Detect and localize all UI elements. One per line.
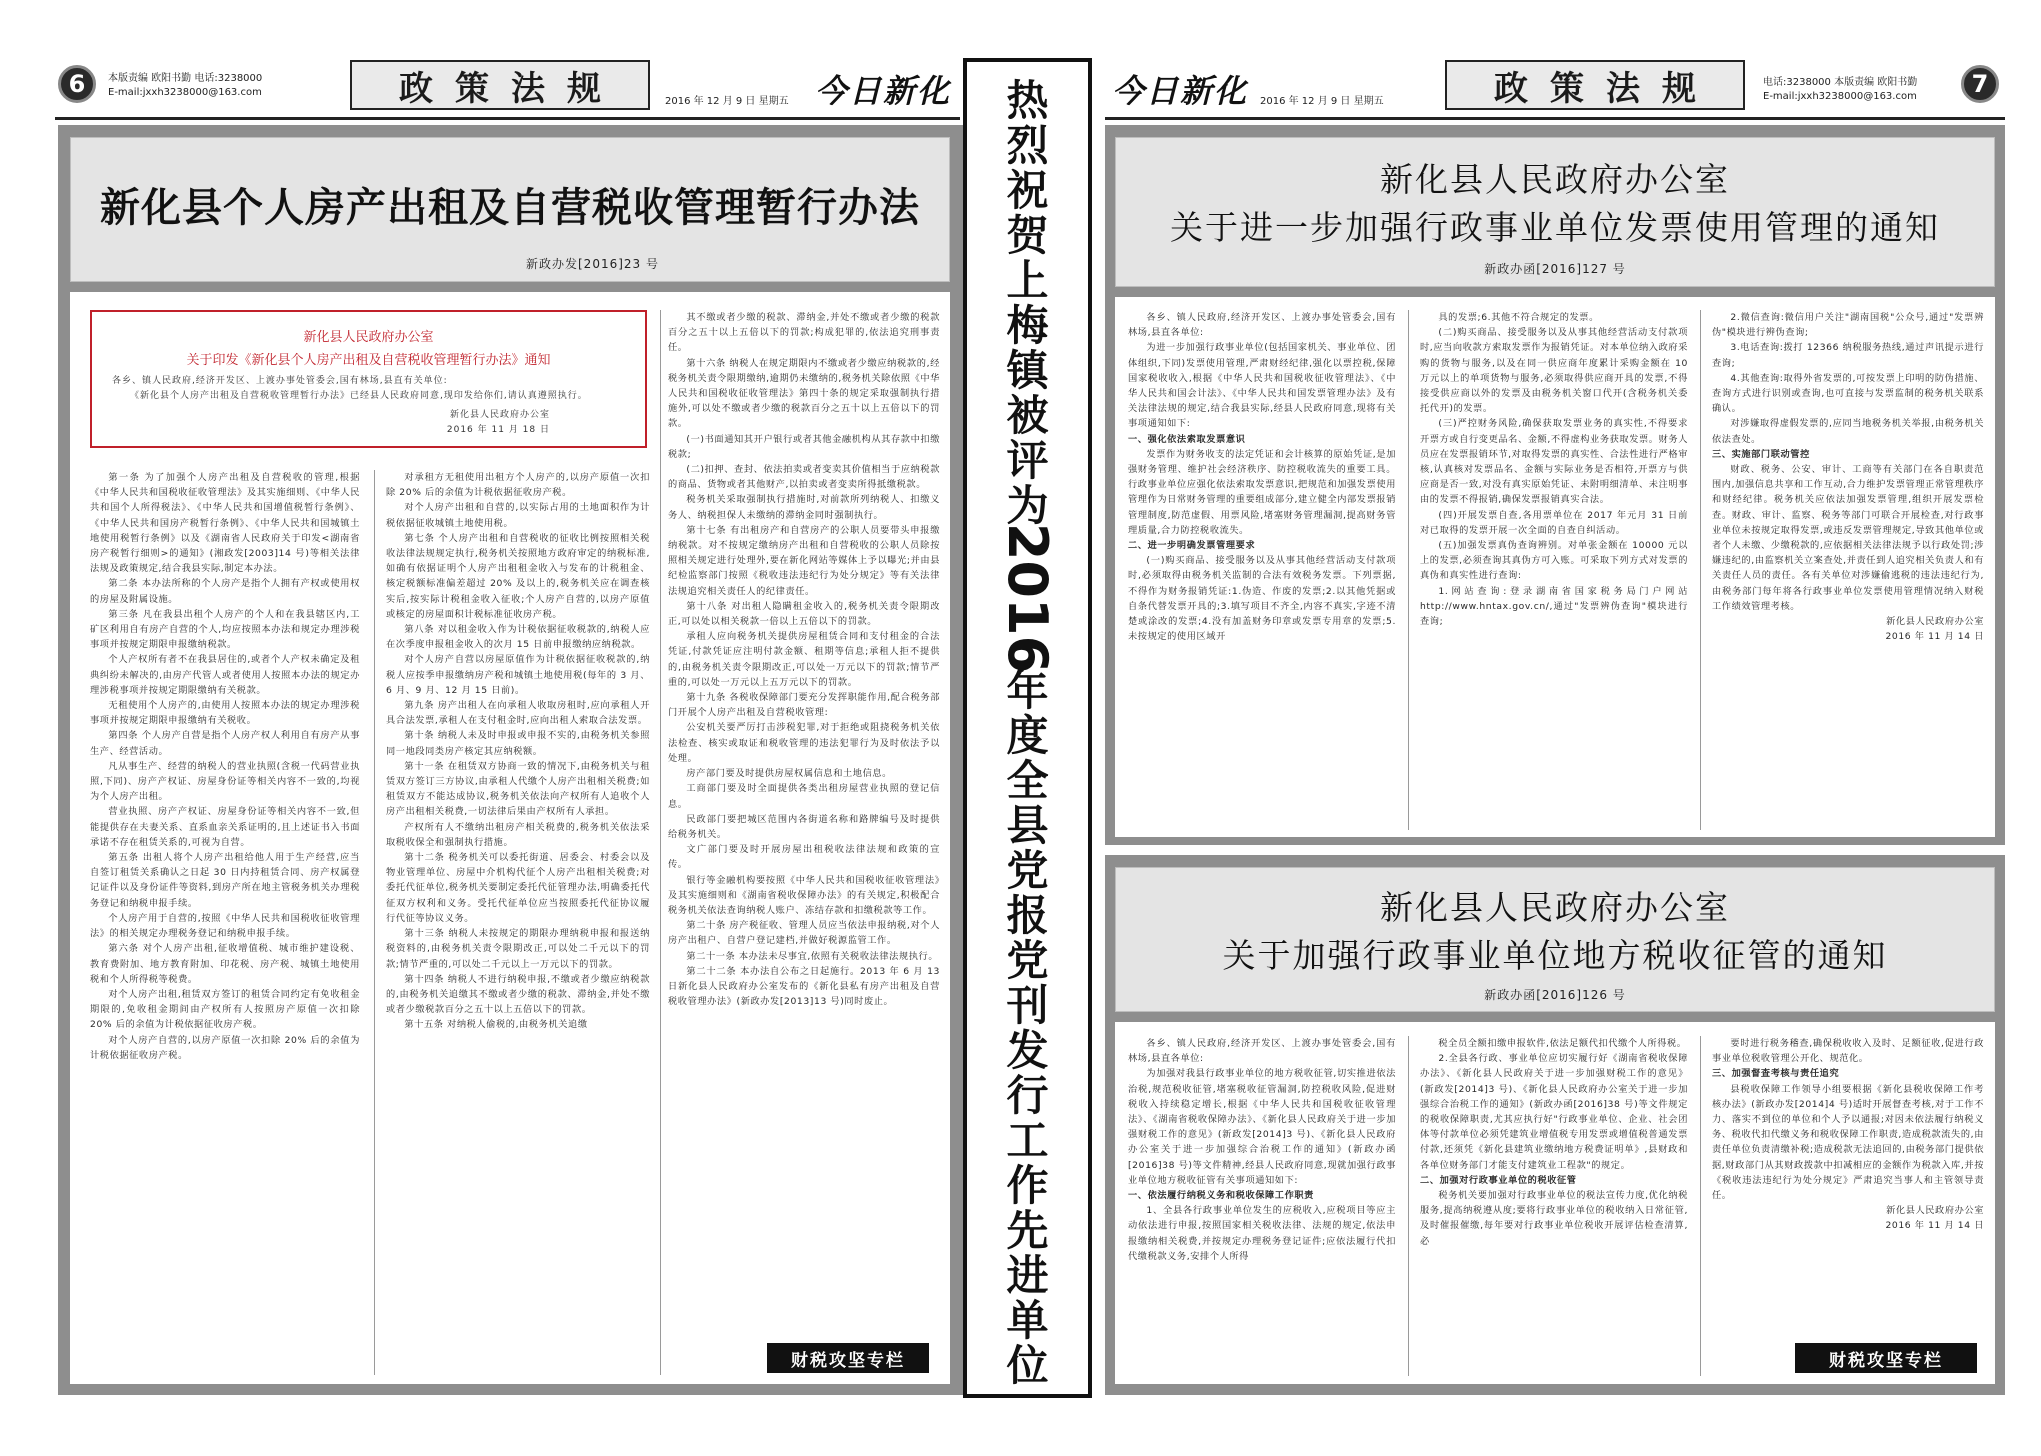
paragraph: 第十六条 纳税人在规定期限内不缴或者少缴应纳税款的,经税务机关责令限期缴纳,逾期仍未缴纳的,税务机关除依照《中华人民共和国税收征收管理法》第四十条的规定采取强制执行措施外,可以处不缴或者少缴的税款百分之五十以上五倍以下的罚款。 — [668, 357, 940, 430]
paragraph: 第十七条 有出租房产和自营房产的公职人员要带头申报缴纳税款。对不按规定缴纳房产出租和自营税收的公职人员除按照相关规定进行处理外,要在新化网站等媒体上予以曝光;并由县纪检监察部门按照《税收违法违纪行为处分规定》等有关法律法规追究相关责任人的纪律责任。 — [668, 524, 940, 597]
paragraph: 新化县人民政府办公室 — [1886, 1205, 1984, 1217]
issue-date: 2016 年 12 月 9 日 星期五 — [665, 96, 789, 107]
paragraph: 4.其他查询:取得外省发票的,可按发票上印明的防伪措施、查询方式进行识别或查询,也可直接与发票监制的税务机关联系确认。 — [1712, 372, 1984, 415]
page-number-badge: 6 — [58, 65, 96, 103]
editor-phone: 电话:3238000 本版责编 欧阳书勤 — [1763, 77, 1918, 88]
paragraph: 1、全县各行政事业单位发生的应税收入,应税项目等应主动依法进行申报,按照国家相关税收法律、法规的规定,依法申报缴纳相关税费,并按规定办理税务登记证件;应依法履行代扣代缴税款义务,安排个人所得 — [1128, 1205, 1396, 1262]
banner-char: 贺 — [1006, 211, 1049, 260]
page-number-badge: 7 — [1961, 65, 1999, 103]
notice-issuer: 新化县人民政府办公室 — [303, 330, 434, 345]
paragraph: 三、实施部门联动管控 — [1712, 448, 1810, 460]
section-title: 政策法规 — [350, 60, 650, 110]
paragraph: 第五条 出租人将个人房产出租给他人用于生产经营,应当自签订租赁关系确认之日起 30 日内持租赁合同、房产权属登记证件以及身份证件等资料,到房产所在地主管税务机关办理税务登记和纳税申报手续。 — [90, 852, 360, 909]
paragraph: 其不缴或者少缴的税款、滞纳金,并处不缴或者少缴的税款百分之五十以上五倍以下的罚款;构成犯罪的,依法追究刑事责任。 — [668, 312, 940, 354]
banner-char: 热 — [1006, 76, 1049, 125]
article-1-issuer: 新化县人民政府办公室 — [1380, 160, 1730, 199]
article-1-column-1 — [1128, 310, 1396, 830]
article-2-column-3 — [1712, 1036, 1984, 1336]
notice-addressee: 各乡、镇人民政府,经济开发区、上渡办事处管委会,国有林场,县直有关单位: — [112, 376, 448, 386]
paragraph: 民政部门要把城区范围内各街道名称和路牌编号及时提供给税务机关。 — [668, 813, 940, 840]
paragraph: 一、强化依法索取发票意识 — [1128, 433, 1246, 445]
paragraph: 第二十条 房产税征收、管理人员应当依法申报纳税,对个人房产出租户、自营户登记建档,并做好税源监管工作。 — [668, 920, 940, 947]
paragraph: 文广部门要及时开展房屋出租税收法律法规和政策的宣传。 — [668, 844, 940, 871]
banner-char: 为 — [1006, 481, 1049, 530]
banner-char: 先 — [1006, 1206, 1049, 1255]
article-1-column-2 — [1420, 310, 1688, 830]
notice-signer: 新化县人民政府办公室 — [449, 410, 550, 420]
article-2-title-box — [1115, 867, 1995, 1012]
column-rule — [1408, 310, 1409, 830]
paragraph: 第十三条 纳税人未按规定的期限办理纳税申报和报送纳税资料的,由税务机关责令限期改正,可以处二千元以下的罚款;情节严重的,可以处二千元以上一万元以下的罚款。 — [386, 928, 650, 970]
column-rule — [374, 470, 375, 1375]
banner-char: 被 — [1006, 391, 1049, 440]
banner-char: 党 — [1006, 936, 1049, 985]
banner-text-bottom — [1006, 668, 1048, 1388]
paragraph: 第一条 为了加强个人房产出租及自营税收的管理,根据《中华人民共和国税收征收管理法》及其实施细则、《中华人民共和国个人所得税法》、《中华人民共和国增值税暂行条例》、《中华人民共和国房产税暂行条例》、《中华人民共和国城镇土地使用税暂行条例》以及《湖南省人民政府关于印发<湖南省房产税暂行细则>的通知》(湘政发[2003]14 号)等相关法律法规及政策规定,结合我县实际,制定本办法。 — [90, 472, 360, 575]
text-column-3 — [668, 310, 940, 1350]
paragraph: 房产部门要及时提供房屋权属信息和土地信息。 — [686, 768, 892, 780]
banner-char: 祝 — [1006, 166, 1049, 215]
article-2-doc-number: 新政办函[2016]126 号 — [1484, 988, 1626, 1002]
paragraph: 第六条 对个人房产出租,征收增值税、城市维护建设税、教育费附加、地方教育附加、印花税、房产税、城镇土地使用税和个人所得税等税费。 — [90, 943, 360, 985]
paragraph: 第十二条 税务机关可以委托街道、居委会、村委会以及物业管理单位、房屋中介机构代征个人房产出租相关税费;对委托代征单位,税务机关要制定委托代征管理办法,明确委托代征双方权利和义务。受托代征单位应当按照委托代征协议履行代征等协议义务。 — [386, 852, 650, 924]
article-2-issuer: 新化县人民政府办公室 — [1380, 888, 1730, 927]
paragraph: 财政、税务、公安、审计、工商等有关部门在各自职责范围内,加强信息共享和工作互动,合力维护发票管理正常管理秩序和财经纪律。税务机关应依法加强发票管理,组织开展发票检查。财政、审计、监察、税务等部门可联合开展检查,对行政事业单位未按规定取得发票,或违反发票管理规定,导致其他单位或者个人未缴、少缴税款的,应依据相关法律法规予以行政处罚;涉嫌违纪的,由监察机关立案查处,并责任到人追究相关负责人和有关责任人员的责任。各有关单位对涉嫌偷逃税的违法违纪行为,由税务部门每年将各行政事业单位发票使用管理情况纳入财税工作绩效管理考核。 — [1712, 464, 1984, 612]
paragraph: 凡从事生产、经营的纳税人的营业执照(含税一代码营业执照,下同)、房产产权证、房屋身份证等相关内容不一致的,均视为个人房产出租。 — [90, 760, 360, 803]
article-1-title: 关于进一步加强行政事业单位发票使用管理的通知 — [1170, 208, 1940, 247]
banner-char: 烈 — [1006, 121, 1049, 170]
paragraph: 2.微信查询:微信用户关注"湖南国税"公众号,通过"发票辨伪"模块进行辨伪查询; — [1712, 312, 1984, 339]
editor-info — [108, 72, 262, 100]
headline-box — [70, 137, 950, 282]
paragraph: 工商部门要及时全面提供各类出租房屋营业执照的登记信息。 — [668, 783, 940, 810]
article-2-title: 关于加强行政事业单位地方税收征管的通知 — [1222, 936, 1888, 975]
paragraph: 第十五条 对纳税人偷税的,由税务机关追缴 — [404, 1019, 588, 1031]
banner-char: 作 — [1006, 1161, 1049, 1210]
paragraph: 对个人房产出租和自营的,以实际占用的土地面积作为计税依据征收城镇土地使用税。 — [386, 502, 650, 529]
banner-char: 党 — [1006, 846, 1049, 895]
text-column-2 — [386, 470, 650, 1380]
paragraph: 对个人房产出租,租赁双方签订的租赁合同约定有免收租金期限的,免收租金期间由产权所有人按照房产原值一次扣除 20% 后的余值为计税依据征收房产税。 — [90, 988, 360, 1031]
banner-char: 镇 — [1006, 346, 1049, 395]
text-column-1 — [90, 470, 360, 1380]
paragraph: 发票作为财务收支的法定凭证和会计核算的原始凭证,是加强财务管理、维护社会经济秩序、防控税收流失的重要工具。行政事业单位应强化依法索取发票意识,把规范和加强发票使用管理作为日常财务管理的重要组成部分,建立健全内部发票报销管理制度,防范虚假、用票风险,堵塞财务管理漏洞,提高财务管理质量,合力防控税收流失。 — [1128, 448, 1396, 536]
paragraph: 税务机关要加强对行政事业单位的税法宣传力度,优化纳税服务,提高纳税遵从度;要将行政事业单位的税收纳入日常征管,及时催报催缴,每年要对行政事业单位税收开展评估检查清算,必 — [1420, 1190, 1688, 1247]
paragraph: 第十条 纳税人未及时申报或申报不实的,由税务机关参照同一地段同类房产核定其应纳税额。 — [386, 730, 650, 757]
paragraph: 承租人应向税务机关提供房屋租赁合同和支付租金的合法凭证,付款凭证应注明付款金额、租期等信息;承租人拒不提供的,由税务机关责令限期改正,可以处一万元以下的罚款;情节严重的,可以处一万元以上五万元以下的罚款。 — [668, 631, 940, 688]
article-1-title-box — [1115, 137, 1995, 287]
paragraph: 具的发票;6.其他不符合规定的发票。 — [1438, 312, 1599, 323]
paragraph: 营业执照、房产产权证、房屋身份证等相关内容不一致,但能提供存在夫妻关系、直系血亲关系证明的,且上述证书入书面承诺不存在租赁关系的,可视为自营。 — [90, 806, 360, 848]
paragraph: 为进一步加强行政事业单位(包括国家机关、事业单位、团体组织,下同)发票使用管理,严肃财经纪律,强化以票控税,保障国家税收收入,根据《中华人民共和国税收征收管理法》、《中华人民共和国会计法》、《中华人民共和国发票管理办法》及有关法律法规的规定,结合我县实际,经县人民政府同意,现将有关事项通知如下: — [1128, 342, 1396, 430]
paragraph: 第四条 个人房产自营是指个人房产权人利用自有房产从事生产、经营活动。 — [90, 730, 360, 757]
paragraph: 第二十一条 本办法未尽事宜,依照有关税收法律法规执行。 — [686, 950, 939, 962]
banner-char: 工 — [1006, 1116, 1049, 1165]
paragraph: 第二十二条 本办法自公布之日起施行。2013 年 6 月 13 日新化县人民政府办公室发布的《新化县私有房产出租及自营税收管理办法》(新政办发[2013]13 号)同时废止。 — [668, 965, 940, 1008]
paragraph: (二)购买商品、接受服务以及从事其他经营活动支付款项时,应当向收款方索取发票作为报销凭证。对本单位纳入政府采购的货物与服务,以及在同一供应商年度累计采购金额在 10 万元以上的单项货物与服务,必须取得供应商开具的发票,不得接受供应商以外的发票及由税务机关窗口代开(含税务机关委托代开)的发票。 — [1420, 327, 1688, 415]
banner-char: 度 — [1006, 711, 1049, 760]
banner-char: 梅 — [1006, 301, 1049, 350]
paragraph: 县税收保障工作领导小组要根据《新化县税收保障工作考核办法》(新政办发[2014]4 号)适时开展督查考核,对于工作不力、落实不到位的单位和个人予以通报;对因未依法履行纳税义务、税收代扣代缴义务和税收保障工作职责,造成税款流失的,由责任单位负责清缴补税;造成税款无法追回的,由税务部门提供依据,财政部门从其财政拨款中扣减相应的金额作为税款入库,并按《税收违法违纪行为处分规定》严肃追究当事人和主管领导责任。 — [1712, 1083, 1984, 1202]
paragraph: 三、加强督查考核与责任追究 — [1712, 1068, 1840, 1080]
issue-date: 2016 年 12 月 9 日 星期五 — [1260, 96, 1384, 107]
editor-phone: 本版责编 欧阳书勤 电话:3238000 — [108, 73, 263, 84]
paragraph: 银行等金融机构要按照《中华人民共和国税收征收管理法》及其实施细则和《湖南省税收保障办法》的有关规定,积极配合税务机关依法查询纳税人账户、冻结存款和扣缴税款等工作。 — [668, 874, 940, 916]
paragraph: 第十九条 各税收保障部门要充分发挥职能作用,配合税务部门开展个人房产出租及自营税收管理: — [668, 692, 940, 719]
paragraph: (五)加强发票真伪查询辨别。对单张金额在 10000 元以上的发票,必须查询其真伪方可入账。可采取下列方式对发票的真伪和真实性进行查询: — [1420, 540, 1688, 582]
paragraph: 第十四条 纳税人不进行纳税申报,不缴或者少缴应纳税款的,由税务机关追缴其不缴或者少缴的税款、滞纳金,并处不缴或者少缴税款百分之五十以上五倍以下的罚款。 — [386, 973, 650, 1016]
paragraph: 二、加强对行政事业单位的税收征管 — [1420, 1174, 1577, 1186]
page-7 — [1090, 0, 2041, 1456]
article-1-doc-number: 新政办函[2016]127 号 — [1484, 262, 1626, 276]
paragraph: 公安机关要严厉打击涉税犯罪,对于拒绝或阻挠税务机关依法检查、核实或取证和税收管理的违法犯罪行为及时依法予以处理。 — [668, 722, 940, 764]
paragraph: 税务机关采取强制执行措施时,对前款所列纳税人、扣缴义务人、纳税担保人未缴纳的滞纳金同时强制执行。 — [668, 494, 940, 521]
banner-char: 刊 — [1006, 981, 1049, 1030]
article-2-column-2 — [1420, 1036, 1688, 1378]
banner-char: 县 — [1006, 801, 1049, 850]
article-1-column-3 — [1712, 310, 1984, 830]
paragraph: 对个人房产自营以房屋原值作为计税依据征收税款的,纳税人应按季申报缴纳房产税和城镇土地使用税(每年的 3 月、6 月、9 月、12 月 15 日前)。 — [386, 654, 650, 696]
paragraph: 第十一条 在租赁双方协商一致的情况下,由税务机关与租赁双方签订三方协议,由承租人代缴个人房产出租相关税费;如租赁双方不能达成协议,税务机关依法向产权所有人追收个人房产出租相关税费,一切法律后果由产权所有人承担。 — [386, 760, 650, 818]
paragraph: 无租使用个人房产的,由使用人按照本办法的规定办理涉税事项并按规定期限申报缴纳有关税收。 — [90, 700, 360, 727]
congratulation-banner — [963, 58, 1092, 1398]
paragraph: 个人产权所有者不在我县居住的,或者个人产权未确定及租典纠纷未解决的,由房产代管人或者使用人按照本办法的规定办理涉税事项并按规定期限缴纳有关税款。 — [90, 654, 360, 696]
article-2-column-1 — [1128, 1036, 1396, 1378]
banner-char: 评 — [1006, 436, 1049, 485]
paragraph: 个人房产用于自营的,按照《中华人民共和国税收征收管理法》的相关规定办理税务登记和纳税申报手续。 — [90, 912, 360, 940]
column-tag: 财税攻坚专栏 — [1795, 1343, 1977, 1373]
banner-char: 进 — [1006, 1251, 1049, 1300]
column-tag: 财税攻坚专栏 — [767, 1343, 929, 1373]
paragraph: 对涉嫌取得虚假发票的,应同当地税务机关举报,由税务机关依法查处。 — [1712, 418, 1984, 445]
paragraph: 各乡、镇人民政府,经济开发区、上渡办事处管委会,国有林场,县直各单位: — [1128, 312, 1396, 339]
banner-text-top — [1006, 78, 1048, 528]
paragraph: 第二条 本办法所称的个人房产是指个人拥有产权或使用权的房屋及附属设施。 — [90, 578, 360, 605]
paragraph: 税全员全额扣缴申报软件,依法足额代扣代缴个人所得税。 — [1438, 1038, 1687, 1049]
headline: 新化县个人房产出租及自营税收管理暂行办法 — [100, 184, 920, 231]
banner-char: 单 — [1006, 1296, 1049, 1345]
paragraph: 2016 年 11 月 14 日 — [1885, 1220, 1984, 1232]
paragraph: 第十八条 对出租人隐瞒租金收入的,税务机关责令限期改正,可以处以相关税款一倍以上五倍以下的罚款。 — [668, 600, 940, 628]
notice-body — [92, 368, 645, 404]
banner-year: 2016 — [996, 522, 1060, 674]
column-rule — [1700, 1036, 1701, 1376]
paragraph: 第九条 房产出租人在向承租人收取房租时,应向承租人开具合法发票,承租人在支付租金时,应向出租人索取合法发票。 — [386, 700, 650, 727]
header-rule — [55, 117, 960, 120]
paragraph: 第八条 对以租金收入作为计税依据征收税款的,纳税人应在次季度申报租金收入的次月 15 日前申报缴纳应纳税款。 — [386, 624, 650, 651]
banner-char: 位 — [1006, 1341, 1049, 1390]
notice-signature — [92, 408, 645, 438]
banner-char: 发 — [1006, 1026, 1049, 1075]
section-title: 政策法规 — [1445, 60, 1745, 110]
paragraph: 二、进一步明确发票管理要求 — [1128, 540, 1256, 552]
paragraph: 各乡、镇人民政府,经济开发区、上渡办事处管委会,国有林场,县直各单位: — [1128, 1038, 1396, 1065]
paragraph: (四)开展发票自查,各用票单位在 2017 年元月 31 日前对已取得的发票开展一次全面的自查自纠活动。 — [1420, 509, 1688, 536]
header-rule — [1105, 117, 2005, 120]
banner-char: 行 — [1006, 1071, 1049, 1120]
banner-char: 报 — [1006, 891, 1049, 940]
paragraph: 新化县人民政府办公室 — [1886, 616, 1984, 628]
banner-char: 年 — [1006, 666, 1049, 715]
paragraph: 对个人房产自营的,以房产原值一次扣除 20% 后的余值为计税依据征收房产税。 — [90, 1034, 360, 1061]
banner-char: 上 — [1006, 256, 1049, 305]
editor-info — [1763, 76, 1917, 104]
paragraph: 产权所有人不缴纳出租房产相关税费的,税务机关依法采取税收保全和强制执行措施。 — [386, 821, 650, 848]
notice-content: 《新化县个人房产出租及自营税收管理暂行办法》已经县人民政府同意,现印发给你们,请认真遵照执行。 — [130, 391, 588, 401]
newspaper-masthead: 今日新化 — [1112, 72, 1249, 110]
paragraph: (二)扣押、查封、依法拍卖或者变卖其价值相当于应纳税款的商品、货物或者其他财产,以拍卖或者变卖所得抵缴税款。 — [668, 464, 940, 491]
paragraph: 3.电话查询:拨打 12366 纳税服务热线,通过声讯提示进行查询; — [1712, 342, 1984, 369]
paragraph: 对承租方无租使用出租方个人房产的,以房产原值一次扣除 20% 后的余值为计税依据征收房产税。 — [386, 472, 650, 499]
paragraph: 为加强对我县行政事业单位的地方税收征管,切实推进依法治税,规范税收征管,堵塞税收征管漏洞,防控税收风险,促进财税收入持续稳定增长,根据《中华人民共和国税收征收管理法》、《湖南省税收保障办法》、《新化县人民政府关于进一步加强财税工作的意见》(新政发[2014]3 号)、《新化县人民政府办公室关于进一步加强综合治税工作的通知》(新政办函[2016]38 号)等文件精神,经县人民政府同意,现就加强行政事业单位地方税收征管有关事项通知如下: — [1128, 1068, 1396, 1186]
editor-email: E-mail:jxxh3238000@163.com — [1763, 91, 1917, 102]
column-rule — [1408, 1036, 1409, 1376]
paragraph: 1.网站查询:登录湖南省国家税务局门户网站 http://www.hntax.gov.cn/,通过"发票辨伪查询"模块进行查询; — [1420, 585, 1688, 628]
newspaper-masthead: 今日新化 — [815, 72, 952, 110]
editor-email: E-mail:jxxh3238000@163.com — [108, 87, 262, 98]
notice-box — [90, 310, 647, 448]
paragraph: (一)书面通知其开户银行或者其他金融机构从其存款中扣缴税款; — [668, 433, 940, 460]
banner-char: 全 — [1006, 756, 1049, 805]
paragraph: 要时进行税务稽查,确保税收收入及时、足额征收,促进行政事业单位税收管理公开化、规范化。 — [1712, 1038, 1984, 1065]
paragraph: 第七条 个人房产出租和自营税收的征收比例按照相关税收法律法规规定执行,税务机关按照地方政府审定的纳税标准,如确有依据证明个人房产出租租金收入与发布的计税租金、核定税额标准偏差超过 20% 及以上的,税务机关应在调查核实后,按实际计税租金收入征收;个人房产自营的,以房产原值或核定的房屋面积计税标准征收房产税。 — [386, 532, 650, 620]
column-rule — [660, 310, 661, 1375]
paragraph: 第三条 凡在我县出租个人房产的个人和在我县辖区内,工矿区利用自有房产自营的个人,均应按照本办法和规定办理涉税事项并按规定期限申报缴纳税款。 — [90, 608, 360, 651]
notice-date: 2016 年 11 月 18 日 — [446, 425, 550, 435]
document-number: 新政办发[2016]23 号 — [526, 257, 659, 271]
column-rule — [1700, 310, 1701, 830]
paragraph: (一)购买商品、接受服务以及从事其他经营活动支付款项时,必须取得由税务机关监制的合法有效税务发票。下列票据,不得作为财务报销凭证:1.伪造、作废的发票;2.以其他凭据或自条代替发票开具的;3.填写项目不齐全,内容不真实,字迹不清楚或涂改的发票;4.没有加盖财务印章或发票专用章的发票;5.未按规定的使用区域开 — [1128, 555, 1396, 643]
notice-title: 关于印发《新化县个人房产出租及自营税收管理暂行办法》通知 — [186, 353, 551, 368]
page-6 — [0, 0, 965, 1456]
paragraph: 2016 年 11 月 14 日 — [1885, 631, 1984, 643]
paragraph: (三)严控财务风险,确保获取发票业务的真实性,不得要求开票方或自行变更品名、金额,不得虚构业务获取发票。财务人员应在发票报销环节,对取得发票的真实性、合法性进行严格审核,认真核对发票品名、金额与实际业务是否相符,开票方与供应商是否一致,对没有真实原始凭证、未附明细清单、未注明事由的发票不得报销,确保发票报销真实合法。 — [1420, 418, 1688, 506]
paragraph: 一、依法履行纳税义务和税收保障工作职责 — [1128, 1190, 1314, 1202]
paragraph: 2.全县各行政、事业单位应切实履行好《湖南省税收保障办法》、《新化县人民政府关于进一步加强财税工作的意见》(新政发[2014]3 号)、《新化县人民政府办公室关于进一步加强综合治税工作的通知》(新政办函[2016]38 号)等文件规定的税收保障职责,尤其应执行好"行政事业单位、企业、社会团体等付款单位必须凭建筑业增值税专用发票或增值税普通发票付款,还须凭《新化县建筑业缴纳地方税费证明单》,县财政和各单位财务部门才能支付建筑业工程款"的规定。 — [1420, 1053, 1688, 1171]
